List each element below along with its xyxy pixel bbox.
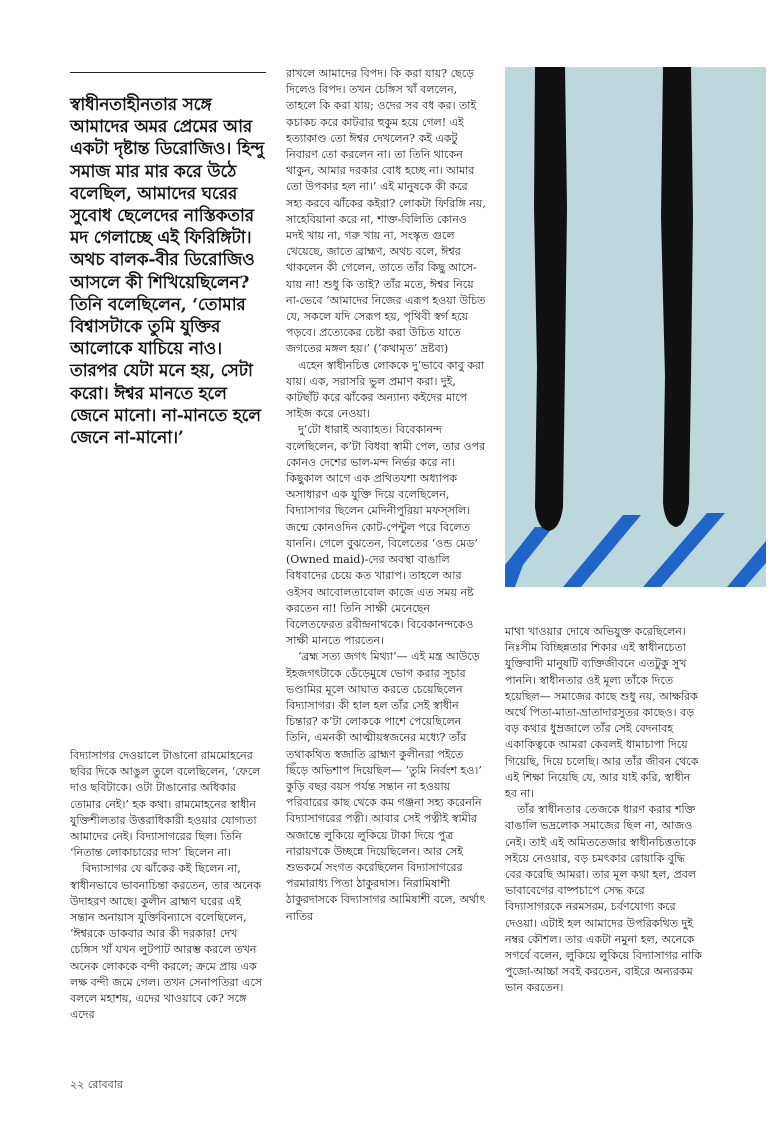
paragraph: মাথা খাওয়ার দোষে অভিযুক্ত করেছিলেন। নিঃসীম বিচ্ছিন্নতার শিকার এই স্বাধীনচেতা যুক্তিবাদী মানুষটি ব্যক্তিজীবনে এতটুকু সুখ পাননি। স্বাধীনতার ওই মূল্য তাঁকে দিতে হয়েছিল— সমাজের কাছে শুধু নয়, আক্ষরিক অর্থে পিতা-মাতা-ভ্রাতাদারসুতর কাছেও। বড় বড় কথার ধুম্রজালে তাঁর সেই বেদনাবহ একাকিত্বকে আমরা কেবলই ধামাচাপা দিয়ে গিয়েছি, দিয়ে চলেছি। আর তাঁর জীবন থেকে এই শিক্ষা নিয়েছি যে, আর যাই করি, স্বাধীন হব না। (505, 625, 699, 801)
page-footer: ২২ রোববার (70, 1078, 123, 1091)
paragraph: দু’টো ধারাই অব্যাহত। বিবেকানন্দ বলেছিলেন, ক’টা বিধবা স্বামী পেল, তার ওপর কোনও দেশের ভাল-মন্দ নির্ভর করে না। কিছুকাল আগে এক প্রথিতযশা অধ্যাপক অসাধারণ এক যুক্তি দিয়ে বলেছিলেন, বিদ্যাসাগর ছিলেন মেদিনীপুরিয়া মফস্সলি। জন্মে কোনওদিন কোট-পেন্টুল পরে বিলেত যাননি। গেলে বুঝতেন, বিলেতের ‘ওন্ড মেড’ (Owned maid)-দের অবস্থা বাঙালি বিধবাদের চেয়ে কত খারাপ। তাহলে আর ওইসব আবোলতাবোল কাজে এত সময় নষ্ট করতেন না! তিনি সাক্ষী মেনেছেন বিলেতফেরত রবীন্দ্রনাথকে। বিবেকানন্দকেও সাক্ষী মানতে পারতেন। (286, 423, 486, 648)
paragraph: ‘ব্রহ্ম সত্য জগৎ মিথ্যা’— এই মন্ত্র আউড়ে ইহজগৎটাকে ডেঁড়েমুষে ভোগ করার সূচার ভণ্ডামির মূলে আঘাত করতে চেয়েছিলেন বিদ্যাসাগর। কী হাল হল তাঁর সেই স্বাধীন চিন্তার? ক’টা লোককে পাশে পেয়েছিলেন তিনি, এমনকী আত্মীয়স্বজনের মধ্যে? তাঁর তথাকথিত স্বজাতি ব্রাহ্মণ কুলীনরা পইতে ছিঁড়ে অভিশাপ দিয়েছিল— ‘তুমি নির্বংশ হও।’ কুড়ি বছর বয়স পর্যন্ত সন্তান না হওয়ায় পরিবারের কাছ থেকে কম গঞ্জনা সহ্য করেননি বিদ্যাসাগরের পত্নী। আবার সেই পত্নীই স্বামীর অজান্তে লুকিয়ে লুকিয়ে টাকা দিয়ে পুত্র নারায়ণকে উচ্ছন্নে দিয়েছিলেন। আর সেই শুভকর্মে সংগত করেছিলেন বিদ্যাসাগরের পরমারাধ্য পিতা ঠাকুরদাস। নিরামিষাশী ঠাকুরদাসকে বিদ্যাসাগর আমিষাশী বলে, অর্থাৎ নাতির (286, 650, 486, 923)
pull-quote-rule (70, 72, 266, 73)
ink-bars-illustration-icon (505, 67, 766, 587)
paragraph: এহেন স্বাধীনচিত্ত লোককে দু’ভাবে কাবু করা যায়। এক, সরাসরি ভুল প্রমাণ করা। দুই, কাটছাঁট করে ঝাঁকের অন্যান্য কইদের মাপে সাইজ করে নেওয়া। (286, 358, 485, 421)
article-column-left (70, 748, 268, 1023)
paragraph: বিদ্যাসাগর যে ঝাঁকের কই ছিলেন না, স্বাধীনভাবে ভাবনাচিন্তা করতেন, তার অনেক উদাহরণ আছে। কুলীন ব্রাহ্মণ ঘরের এই সন্তান অনায়াস যুক্তিবিন্যাসে বলেছিলেন, ‘ঈশ্বরকে ডাকবার আর কী দরকার! দেখ চেঙ্গিস খাঁ যখন লুটপাট আরম্ভ করলে তখন অনেক লোককে বন্দী করলে; ক্রমে প্রায় এক লক্ষ বন্দী জমে গেল। তখন সেনাপতিরা এসে বললে মহাশয়, এদের খাওয়াবে কে? সঙ্গে এদের (70, 862, 263, 1022)
pull-quote: স্বাধীনতাহীনতার সঙ্গে আমাদের অমর প্রেমের আর একটা দৃষ্টান্ত ডিরোজিও। হিন্দু সমাজ মার মার করে উঠে বলেছিল, আমাদের ঘরের সুবোধ ছেলেদের নাস্তিকতার মদ গেলাচ্ছে এই ফিরিঙ্গিটা। অথচ বালক-বীর ডিরোজিও আসলে কী শিখিয়েছিলেন? তিনি বলেছিলেন, ‘তোমার বিশ্বাসটাকে তুমি যুক্তির আলোকে যাচিয়ে নাও। তারপর যেটা মনে হয়, সেটা করো। ঈশ্বর মানতে হলে জেনে মানো। না-মানতে হলে জেনে না-মানো।’ (70, 95, 264, 449)
article-column-middle (286, 66, 486, 925)
paragraph: রাখলে আমাদের বিপদ। কি করা যায়? ছেড়ে দিলেও বিপদ। তখন চেঙ্গিস খাঁ বললেন, তাহলে কি করা যায়; ওদের সব বধ কর। তাই কচাকচ করে কাটবার হুকুম হয়ে গেল! এই হত্যাকাণ্ড তো ঈশ্বর দেখলেন? কই একটু নিবারণ তো করলেন না। তা তিনি থাকেন থাকুন, আমার দরকার বোধ হচ্ছে না। আমার তো উপকার হল না।’ এই মানুষকে কী করে সহ্য করবে ঝাঁকের কইরা? লোকটা ফিরিঙ্গি নয়, সাহেবিয়ানা করে না, শাক্ত-বিলিতি কোনও মদই খায় না, গরু খায় না, সংস্কৃত গুলে খেয়েছে, জাতে ব্রাহ্মণ, অথচ বলে, ঈশ্বর থাকলেন কী গেলেন, তাতে তাঁর কিছু আসে-যায় না! শুধু কি তাই? তাঁর মতে, ঈশ্বর নিয়ে না-ভেবে ‘আমাদের নিজের এরূপ হওয়া উচিত যে, সকলে যদি সেরূপ হয়, পৃথিবী স্বর্গ হয়ে পড়বে। প্রত্যেকের চেষ্টা করা উচিত যাতে জগতের মঙ্গল হয়।’ (‘কথামৃত’ দ্রষ্টব্য) (286, 67, 486, 356)
paragraph: বিদ্যাসাগর দেওয়ালে টাঙানো রামমোহনের ছবির দিকে আঙুল তুলে বলেছিলেন, ‘ফেলে দাও ছবিটাকে। ওটা টাঙানোর অধিকার তোমার নেই।’ হক কথা। রামমোহনের স্বাধীন যুক্তিশীলতার উত্তরাধিকারী হওয়ার যোগ্যতা আমাদের নেই। বিদ্যাসাগরের ছিল। তিনি ‘নিতান্ত লোকাচারের দাস’ ছিলেন না। (70, 749, 261, 860)
article-column-right (505, 624, 705, 997)
illustration (505, 67, 766, 587)
paragraph: তাঁর স্বাধীনতার তেজকে ধারণ করার শক্তি বাঙালি ভদ্রলোক সমাজের ছিল না, আজও নেই। তাই এই অমিততেজার স্বাধীনচিত্ততাকে সইয়ে নেওয়ার, বড় চমৎকার রোয়াকি বুদ্ধি বের করেছি আমরা। তার মূল কথা হল, প্রবল ভাবাবেগের বাষ্পচাপে সেদ্ধ করে বিদ্যাসাগরকে নরমসরম, চর্বণযোগ্য করে দেওয়া। এটাই হল আমাদের উপরিকথিত দুই নম্বর কৌশল। তার একটা নমুনা হল, অনেকে সগর্বে বলেন, লুকিয়ে লুকিয়ে বিদ্যাসাগর নাকি পুজো-আচ্চা সবই করতেন, বাইরে অন্যরকম ভান করতেন। (505, 803, 702, 995)
